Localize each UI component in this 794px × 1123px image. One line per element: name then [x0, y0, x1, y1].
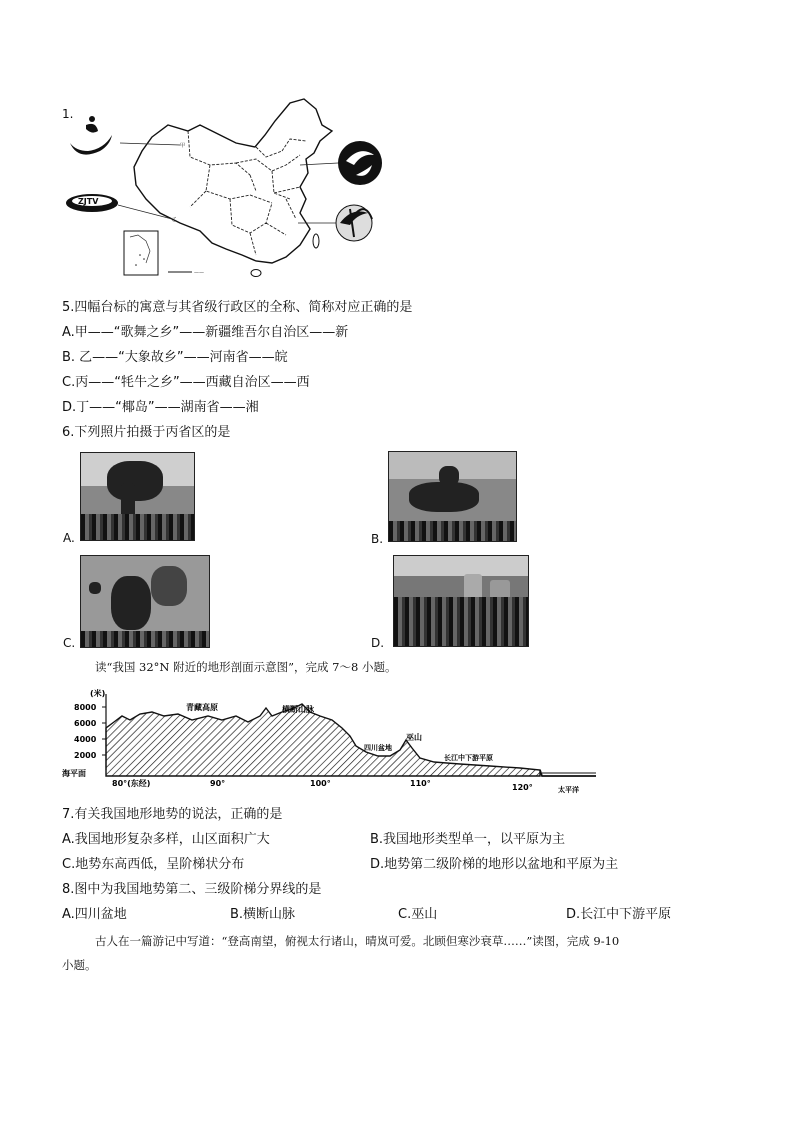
photo-b [388, 451, 517, 542]
q8-stem: 8.图中为我国地势第二、三级阶梯分界线的是 [62, 882, 322, 897]
y-unit: (米) [90, 689, 106, 698]
logo-bing-icon [338, 141, 382, 185]
x-tick-100: 100° [310, 779, 331, 788]
q8-option-d: D.长江中下游平原 [566, 907, 672, 922]
map-label-jia: 甲 [180, 143, 186, 149]
label-hengduan: 横断山脉 [282, 705, 314, 714]
q5-stem: 5.四幅台标的寓意与其省级行政区的全称、简称对应正确的是 [62, 300, 413, 315]
x-tick-80: 80°(东经) [112, 779, 151, 788]
profile-instruction: 读“我国 32°N 附近的地形剖面示意图”，完成 7～8 小题。 [95, 660, 397, 674]
q7-option-a: A.我国地形复杂多样，山区面积广大 [62, 832, 270, 847]
q7-option-c: C.地势东高西低，呈阶梯状分布 [62, 857, 245, 872]
photo-d [393, 555, 529, 647]
china-outline [134, 99, 332, 263]
x-tick-120: 120° [512, 783, 533, 792]
x-tick-110: 110° [410, 779, 431, 788]
logo-zjtv-icon [66, 194, 118, 212]
q8-option-a: A.四川盆地 [62, 907, 127, 922]
y-tick-8000: 8000 [74, 703, 97, 712]
final-instruction-line1: 古人在一篇游记中写道：“登高南望，俯视太行诸山，晴岚可爱。北顾但寒沙衰草……”读图，完成 9-10 [95, 934, 620, 948]
scale-text: —— [194, 270, 204, 276]
label-sichuan: 四川盆地 [364, 744, 392, 752]
q7-option-b: B.我国地形类型单一，以平原为主 [370, 832, 566, 847]
q8-option-b: B.横断山脉 [230, 907, 296, 922]
photo-a-label: A. [63, 531, 75, 545]
q5-option-d: D.丁——“椰岛”——湖南省——湘 [62, 400, 259, 415]
y-tick-6000: 6000 [74, 719, 97, 728]
logo-jia-icon [70, 116, 112, 155]
q5-option-c: C.丙——“牦牛之乡”——西藏自治区——西 [62, 375, 310, 390]
q6-stem: 6.下列照片拍摄于丙省区的是 [62, 425, 231, 440]
label-plateau: 青藏高原 [186, 703, 218, 712]
terrain-profile-area [106, 704, 540, 776]
china-map-figure [60, 95, 390, 280]
photo-d-label: D. [371, 636, 385, 650]
label-wushan: 巫山 [406, 733, 422, 742]
terrain-profile-figure [60, 686, 605, 798]
x-tick-90: 90° [210, 779, 226, 788]
y-tick-4000: 4000 [74, 735, 97, 744]
photo-a [80, 452, 195, 541]
map-label-yi: 乙 [172, 217, 178, 223]
china-map-svg [60, 95, 390, 280]
q7-option-d: D.地势第二级阶梯的地形以盆地和平原为主 [370, 857, 619, 872]
sea-level-label: 海平面 [62, 769, 86, 778]
y-tick-2000: 2000 [74, 751, 97, 760]
photo-c-label: C. [63, 636, 76, 650]
terrain-profile-svg [60, 686, 605, 798]
logo-zjtv-text: ZJTV [78, 197, 99, 206]
figure-number: 1. [62, 107, 74, 121]
label-ocean: 太平洋 [558, 786, 579, 794]
q8-option-c: C.巫山 [398, 907, 438, 922]
photo-b-label: B. [371, 532, 384, 546]
final-instruction-line2: 小题。 [62, 958, 97, 972]
q5-option-b: B. 乙——“大象故乡”——河南省——皖 [62, 350, 288, 365]
q7-stem: 7.有关我国地形地势的说法，正确的是 [62, 807, 283, 822]
label-yangtze: 长江中下游平原 [444, 754, 493, 762]
photo-c [80, 555, 210, 648]
logo-ding-icon [336, 205, 372, 241]
q5-option-a: A.甲——“歌舞之乡”——新疆维吾尔自治区——新 [62, 325, 349, 340]
